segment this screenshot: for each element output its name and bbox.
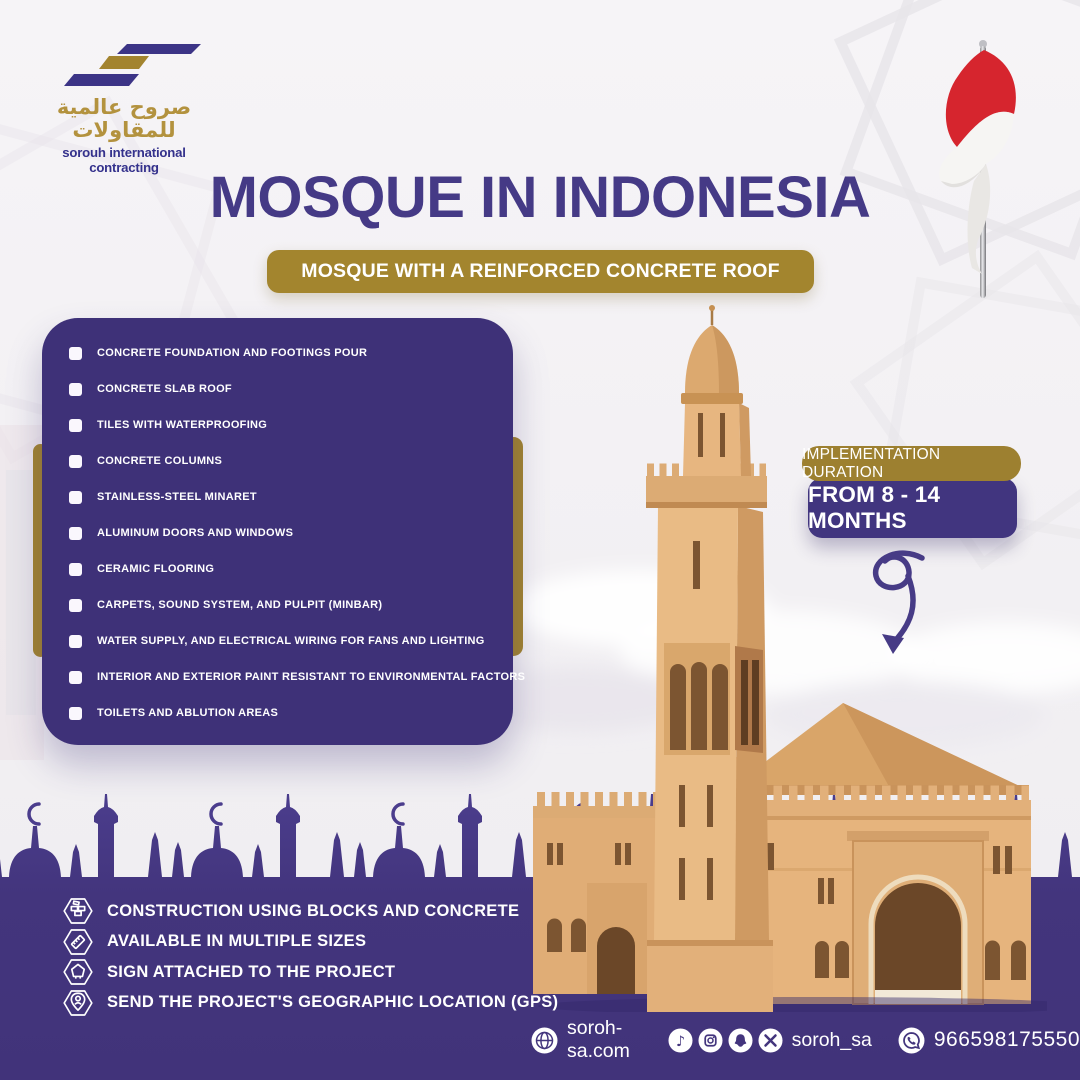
feature-item: [62, 957, 558, 988]
logo-stripes-icon: [56, 40, 206, 90]
website-link[interactable]: soroh-sa.com: [567, 1017, 630, 1062]
duration-label-badge: [802, 446, 1021, 481]
checklist-item: [69, 371, 499, 407]
checklist-item-label: CARPETS, SOUND SYSTEM, AND PULPIT (MINBAR): [97, 599, 383, 611]
brand-name-english: sorouh international contracting: [62, 145, 186, 176]
phone-number[interactable]: 966598175550: [933, 1028, 1080, 1051]
duration-label-text: IMPLEMENTATION DURATION: [802, 445, 941, 481]
social-handle[interactable]: soroh_sa: [791, 1028, 872, 1051]
checklist-item: [69, 659, 526, 695]
checklist-item: [69, 443, 499, 479]
checklist-item: [69, 587, 499, 623]
feature-list: [62, 896, 558, 1018]
specifications-panel: [42, 318, 526, 745]
checkbox-icon: [69, 671, 82, 684]
checkbox-icon: [69, 563, 82, 576]
checkbox-icon: [69, 455, 82, 468]
checklist-item: [69, 479, 499, 515]
instagram-icon[interactable]: [698, 1028, 723, 1053]
checklist-item-label: CONCRETE SLAB ROOF: [97, 383, 232, 395]
checkbox-icon: [69, 527, 82, 540]
brand-logo: [26, 40, 222, 175]
feature-label: SEND THE PROJECT'S GEOGRAPHIC LOCATION (GPS): [107, 993, 559, 1012]
feature-item: [62, 896, 558, 927]
subtitle-text: MOSQUE WITH A REINFORCED CONCRETE ROOF: [301, 260, 780, 282]
checkbox-icon: [69, 383, 82, 396]
ruler-icon: [62, 926, 94, 958]
checklist-item-label: ALUMINUM DOORS AND WINDOWS: [97, 527, 294, 539]
feature-label: SIGN ATTACHED TO THE PROJECT: [107, 962, 396, 981]
checklist-item-label: CONCRETE FOUNDATION AND FOOTINGS POUR: [97, 347, 368, 359]
location-icon: [62, 987, 94, 1019]
checklist-item-label: CONCRETE COLUMNS: [97, 455, 223, 467]
svg-text:♪: ♪: [675, 1033, 685, 1050]
subtitle-banner: [267, 250, 814, 293]
mosque-model-image: [523, 298, 1047, 1012]
checklist-item: [69, 551, 499, 587]
page-title: MOSQUE IN INDONESIA: [209, 165, 871, 230]
checklist-item: [69, 623, 499, 659]
whatsapp-icon[interactable]: [898, 1027, 925, 1054]
checkbox-icon: [69, 491, 82, 504]
feature-label: CONSTRUCTION USING BLOCKS AND CONCRETE: [107, 901, 520, 920]
feature-label: AVAILABLE IN MULTIPLE SIZES: [107, 932, 367, 951]
globe-icon: [531, 1027, 558, 1054]
brand-name-arabic: صروح عالمية للمقاولات: [56, 95, 192, 143]
checkbox-icon: [69, 599, 82, 612]
checklist-item-label: TILES WITH WATERPROOFING: [97, 419, 268, 431]
checklist-item-label: TOILETS AND ABLUTION AREAS: [97, 707, 279, 719]
duration-value-text: FROM 8 - 14 MONTHS: [808, 482, 941, 533]
bricks-icon: [62, 895, 94, 927]
checkbox-icon: [69, 635, 82, 648]
checklist-item: [69, 335, 499, 371]
checkbox-icon: [69, 347, 82, 360]
social-icons: [668, 1028, 783, 1053]
sign-icon: [62, 956, 94, 988]
checklist-item: [69, 695, 499, 731]
checklist-item-label: WATER SUPPLY, AND ELECTRICAL WIRING FOR FANS AND LIGHTING: [97, 635, 485, 647]
snapchat-icon[interactable]: [728, 1028, 753, 1053]
checklist-item: [69, 515, 499, 551]
feature-item: [62, 988, 558, 1019]
tiktok-icon[interactable]: [668, 1028, 693, 1053]
checklist: [69, 335, 526, 731]
checklist-item-label: STAINLESS-STEEL MINARET: [97, 491, 257, 503]
feature-item: [62, 927, 558, 958]
contact-bar: [531, 1017, 1080, 1062]
swirl-arrow-icon: [856, 544, 956, 662]
duration-value-badge: [808, 478, 1017, 538]
checklist-item: [69, 407, 499, 443]
checkbox-icon: [69, 419, 82, 432]
checklist-item-label: CERAMIC FLOORING: [97, 563, 215, 575]
checklist-item-label: INTERIOR AND EXTERIOR PAINT RESISTANT TO ENVIRONMENTAL FACTORS: [97, 671, 526, 683]
checkbox-icon: [69, 707, 82, 720]
x-icon[interactable]: [758, 1028, 783, 1053]
